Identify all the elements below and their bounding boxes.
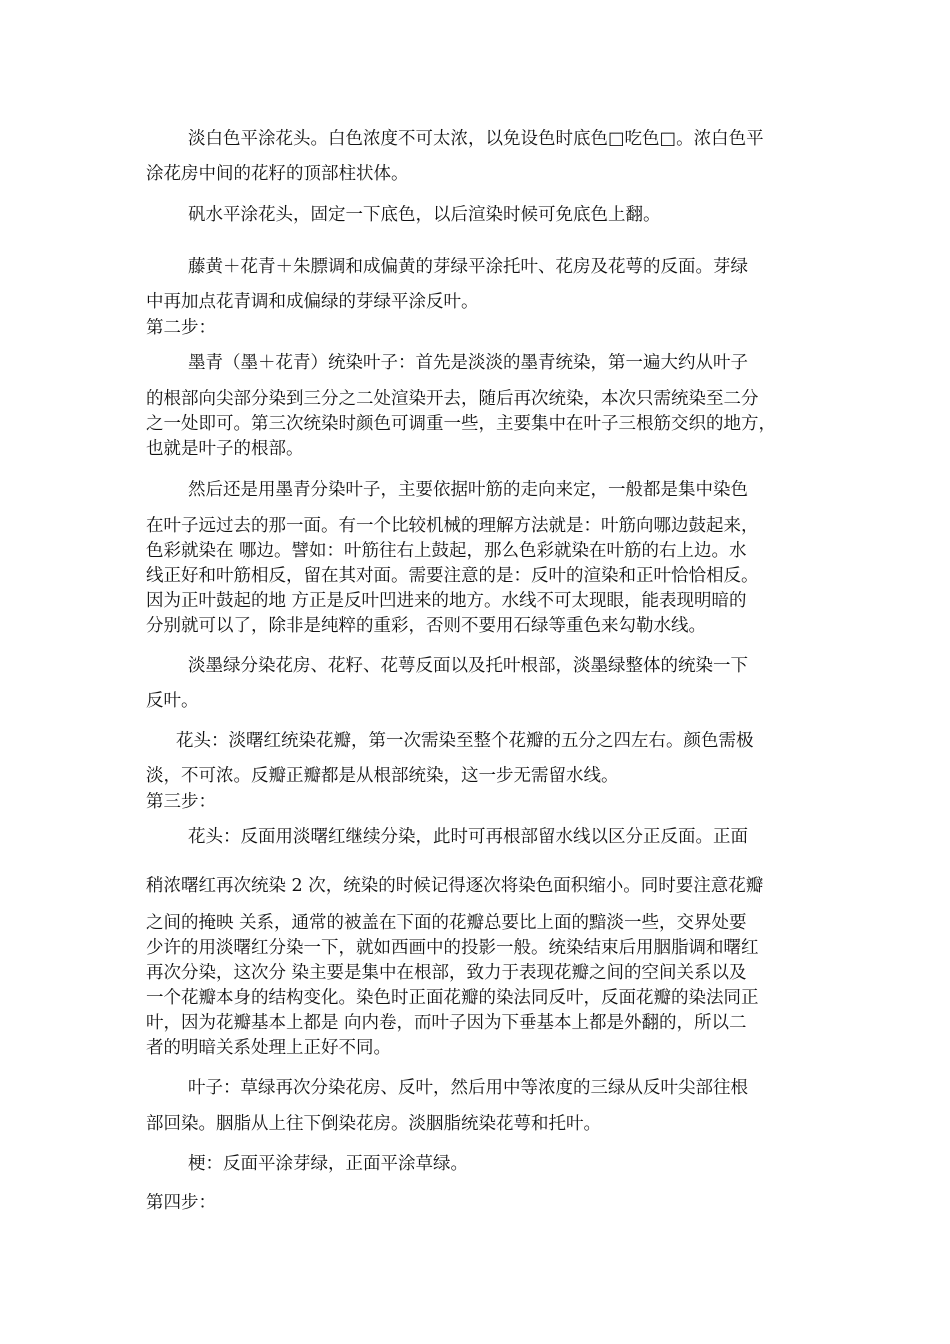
section-heading: 第二步： xyxy=(146,318,216,338)
text-line: 花头：淡曙红统染花瓣，第一次需染至整个花瓣的五分之四左右。颜色需极 xyxy=(176,731,754,751)
section-heading: 第四步： xyxy=(146,1193,216,1213)
text-line: 者的明暗关系处理上正好不同。 xyxy=(146,1038,391,1058)
text-line: 涂花房中间的花籽的顶部柱状体。 xyxy=(146,164,409,184)
text-line: 色彩就染在 哪边。譬如：叶筋往右上鼓起，那么色彩就染在叶筋的右上边。水 xyxy=(146,541,747,561)
text-line: 矾水平涂花头，固定一下底色，以后渲染时候可免底色上翻。 xyxy=(188,205,661,225)
text-line: 梗：反面平涂芽绿，正面平涂草绿。 xyxy=(188,1154,468,1174)
text-line: 之一处即可。第三次统染时颜色可调重一些，主要集中在叶子三根筋交织的地方， xyxy=(146,414,776,434)
text-line: 少许的用淡曙红分染一下，就如西画中的投影一般。统染结束后用胭脂调和曙红 xyxy=(146,938,759,958)
text-line: 中再加点花青调和成偏绿的芽绿平涂反叶。 xyxy=(146,292,479,312)
text-line: 叶子：草绿再次分染花房、反叶，然后用中等浓度的三绿从反叶尖部往根 xyxy=(188,1078,748,1098)
text-line: 因为正叶鼓起的地 方正是反叶凹进来的地方。水线不可太现眼，能表现明暗的 xyxy=(146,591,747,611)
text-line: 叶，因为花瓣基本上都是 向内卷，而叶子因为下垂基本上都是外翻的，所以二 xyxy=(146,1013,747,1033)
text-line: 墨青（墨＋花青）统染叶子：首先是淡淡的墨青统染，第一遍大约从叶子 xyxy=(188,353,748,373)
text-line: 线正好和叶筋相反，留在其对面。需要注意的是：反叶的渲染和正叶恰恰相反。 xyxy=(146,566,759,586)
text-line: 淡白色平涂花头。白色浓度不可太浓，以免设色时底色□吃色□。浓白色平 xyxy=(188,129,764,149)
text-line: 一个花瓣本身的结构变化。染色时正面花瓣的染法同反叶，反面花瓣的染法同正 xyxy=(146,988,759,1008)
text-line: 稍浓曙红再次统染 2 次，统染的时候记得逐次将染色面积缩小。同时要注意花瓣 xyxy=(146,876,764,896)
text-line: 反叶。 xyxy=(146,691,199,711)
text-line: 淡墨绿分染花房、花籽、花萼反面以及托叶根部，淡墨绿整体的统染一下 xyxy=(188,656,748,676)
text-line: 花头：反面用淡曙红继续分染，此时可再根部留水线以区分正反面。正面 xyxy=(188,827,748,847)
text-line: 的根部向尖部分染到三分之二处渲染开去，随后再次统染，本次只需统染至二分 xyxy=(146,389,759,409)
text-line: 分别就可以了，除非是纯粹的重彩，否则不要用石绿等重色来勾勒水线。 xyxy=(146,616,706,636)
text-line: 也就是叶子的根部。 xyxy=(146,439,304,459)
section-heading: 第三步： xyxy=(146,792,216,812)
text-line: 淡，不可浓。反瓣正瓣都是从根部统染，这一步无需留水线。 xyxy=(146,766,619,786)
text-line: 藤黄＋花青＋朱膘调和成偏黄的芽绿平涂托叶、花房及花萼的反面。芽绿 xyxy=(188,257,748,277)
text-line: 部回染。胭脂从上往下倒染花房。淡胭脂统染花萼和托叶。 xyxy=(146,1114,601,1134)
text-line: 然后还是用墨青分染叶子，主要依据叶筋的走向来定，一般都是集中染色 xyxy=(188,480,748,500)
text-line: 在叶子远过去的那一面。有一个比较机械的理解方法就是：叶筋向哪边鼓起来， xyxy=(146,516,759,536)
text-line: 再次分染，这次分 染主要是集中在根部，致力于表现花瓣之间的空间关系以及 xyxy=(146,963,747,983)
text-line: 之间的掩映 关系，通常的被盖在下面的花瓣总要比上面的黯淡一些，交界处要 xyxy=(146,913,747,933)
